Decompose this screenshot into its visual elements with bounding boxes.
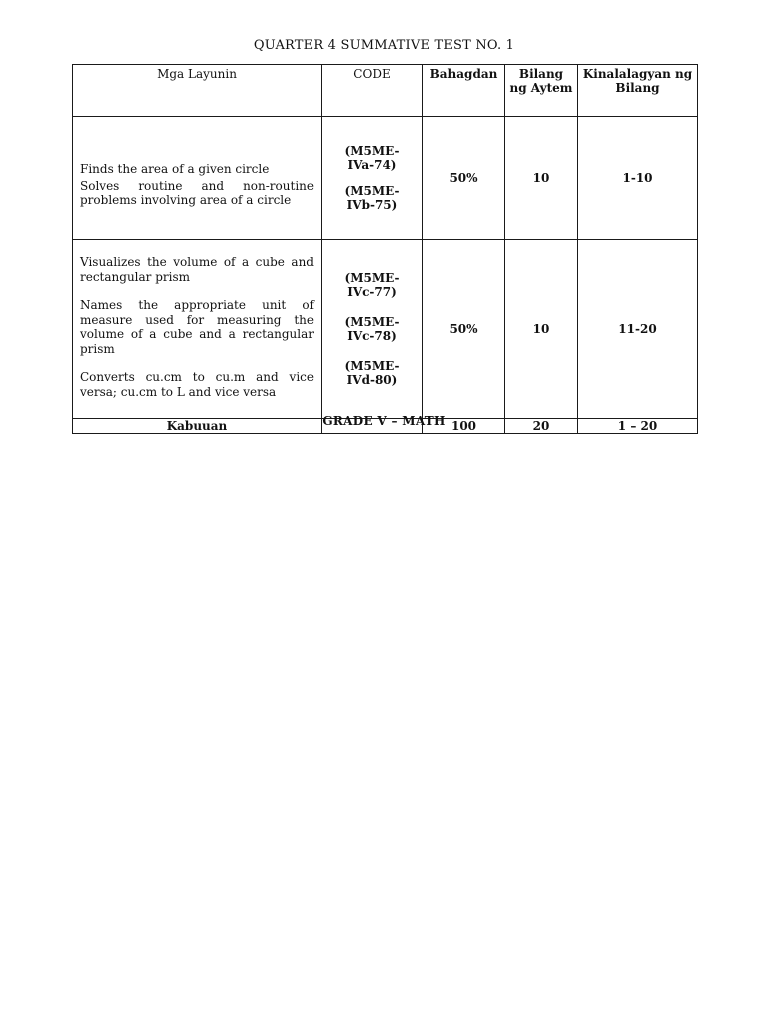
header-code: CODE bbox=[322, 65, 423, 117]
total-placement: 1 – 20 bbox=[578, 419, 698, 434]
header-placement: Kinalalagyan ng Bilang bbox=[578, 65, 698, 117]
table-header-row bbox=[73, 65, 698, 117]
header-percent: Bahagdan bbox=[423, 65, 505, 117]
code-cell bbox=[322, 117, 423, 240]
objective-text: Solves routine and non-routine problems involving area of a circle bbox=[80, 178, 314, 208]
total-percent: 100 bbox=[423, 419, 505, 434]
objective-text: Finds the area of a given circle bbox=[80, 162, 270, 177]
objectives-cell bbox=[73, 117, 322, 240]
placement-cell: 11-20 bbox=[578, 240, 698, 419]
total-items: 20 bbox=[505, 419, 578, 434]
total-label: Kabuuan bbox=[73, 419, 322, 434]
table-of-specifications bbox=[72, 64, 698, 434]
competency-code: (M5ME-IVc-78) bbox=[344, 315, 400, 343]
competency-code: (M5ME-IVa-74) bbox=[344, 144, 400, 172]
table-row bbox=[73, 117, 698, 240]
placement-cell: 1-10 bbox=[578, 117, 698, 240]
grade-subject-label: GRADE V – MATH bbox=[322, 414, 446, 428]
header-items: Bilang ng Aytem bbox=[505, 65, 578, 117]
document-title: QUARTER 4 SUMMATIVE TEST NO. 1 bbox=[253, 38, 515, 53]
percent-cell: 50% bbox=[423, 240, 505, 419]
competency-code: (M5ME-IVd-80) bbox=[344, 359, 400, 387]
percent-cell: 50% bbox=[423, 117, 505, 240]
table-row bbox=[73, 240, 698, 419]
competency-code: (M5ME-IVb-75) bbox=[344, 184, 400, 212]
objective-text: Names the appropriate unit of measure used for measuring the volume of a cube and a rectangular prism bbox=[80, 298, 314, 356]
code-cell bbox=[322, 240, 423, 419]
objective-text: Visualizes the volume of a cube and rectangular prism bbox=[80, 255, 314, 284]
items-cell: 10 bbox=[505, 117, 578, 240]
objective-text: Converts cu.cm to cu.m and vice versa; cu.cm to L and vice versa bbox=[80, 370, 314, 399]
objectives-cell bbox=[73, 240, 322, 419]
header-objectives: Mga Layunin bbox=[73, 65, 322, 117]
competency-code: (M5ME-IVc-77) bbox=[344, 271, 400, 299]
items-cell: 10 bbox=[505, 240, 578, 419]
